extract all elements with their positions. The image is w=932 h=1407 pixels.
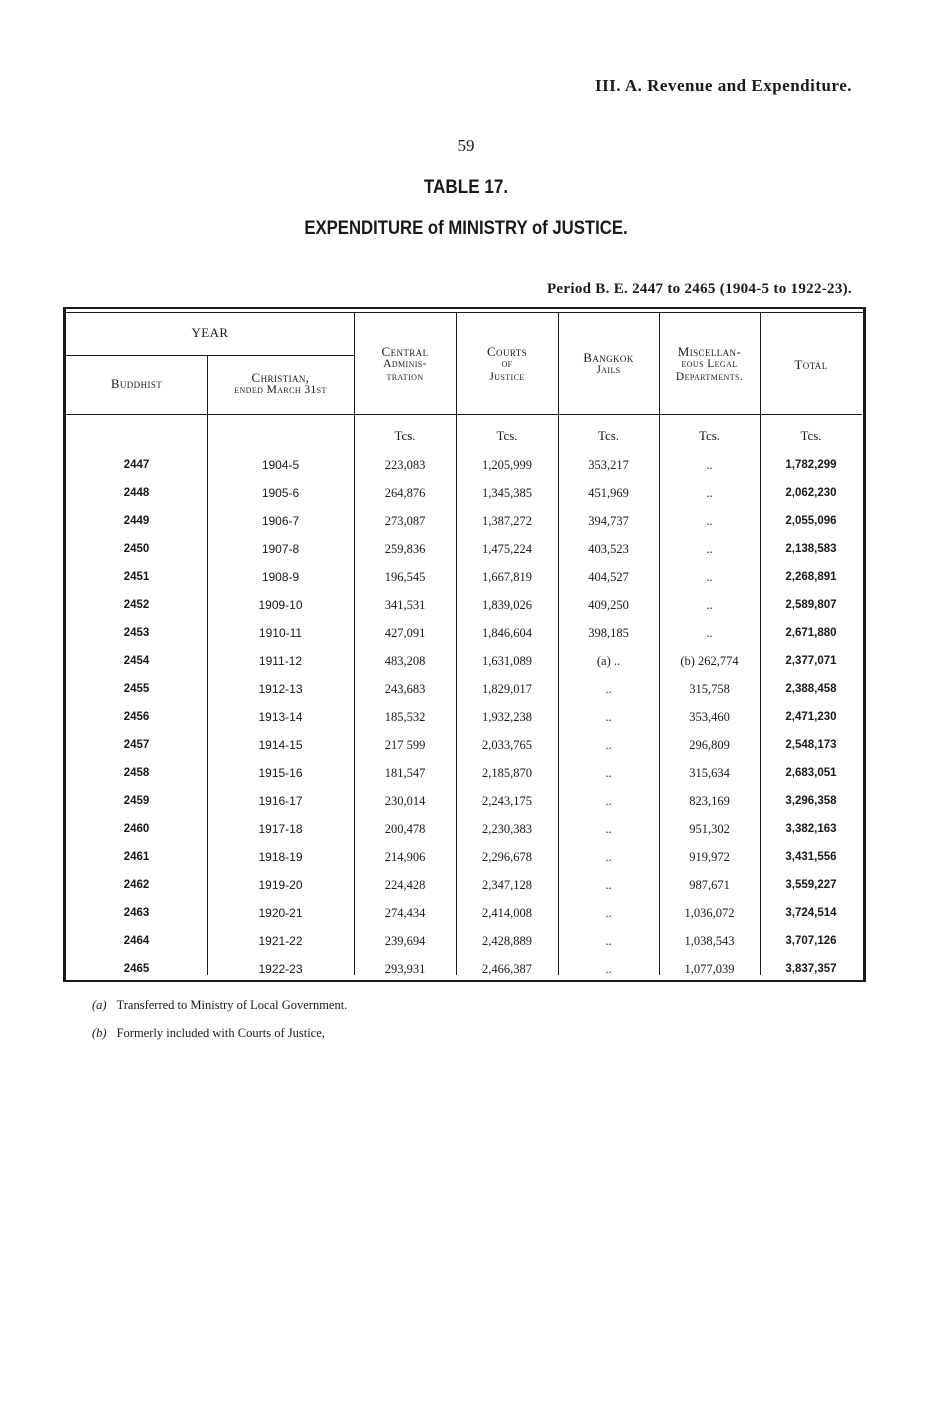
cell-central-administration: 483,208 xyxy=(384,654,426,668)
cell-bangkok-jails: .. xyxy=(605,738,612,752)
cell-total: 1,782,299 xyxy=(785,459,837,471)
cell-total: 2,589,807 xyxy=(785,599,837,611)
cell-christian-year: 1910-11 xyxy=(258,626,303,640)
cell-bangkok-jails: .. xyxy=(605,794,612,808)
cell-bangkok-jails: (a) .. xyxy=(596,654,621,668)
cell-buddhist-year: 2462 xyxy=(123,879,150,891)
cell-buddhist-year: 2456 xyxy=(123,711,150,723)
footnote-a-mark: (a) xyxy=(92,998,107,1012)
header-bottom-rule xyxy=(66,414,862,415)
cell-courts-of-justice: 1,667,819 xyxy=(482,570,532,584)
cell-total: 2,548,173 xyxy=(785,739,837,751)
cell-buddhist-year: 2460 xyxy=(123,823,150,835)
cell-miscellaneous: 1,077,039 xyxy=(684,962,735,976)
table-row xyxy=(66,899,862,927)
header-central-administration: Central Adminis- tration xyxy=(381,344,429,383)
cell-courts-of-justice: 2,466,387 xyxy=(482,962,532,976)
cell-buddhist-year: 2459 xyxy=(123,795,150,807)
cell-central-administration: 185,532 xyxy=(384,710,426,724)
cell-total: 3,296,358 xyxy=(785,795,837,807)
cell-christian-year: 1913-14 xyxy=(258,710,303,724)
cell-courts-of-justice: 2,414,008 xyxy=(482,906,532,920)
cell-bangkok-jails: 353,217 xyxy=(588,458,629,472)
cell-central-administration: 293,931 xyxy=(384,962,426,976)
table-row xyxy=(66,535,862,563)
footnote-b-mark: (b) xyxy=(92,1026,107,1040)
cell-bangkok-jails: 404,527 xyxy=(588,570,629,584)
cell-buddhist-year: 2465 xyxy=(123,963,150,975)
cell-central-administration: 200,478 xyxy=(384,822,426,836)
cell-miscellaneous: .. xyxy=(706,626,713,640)
cell-bangkok-jails: .. xyxy=(605,906,612,920)
cell-courts-of-justice: 2,347,128 xyxy=(482,878,532,892)
cell-miscellaneous: (b) 262,774 xyxy=(680,654,739,668)
cell-christian-year: 1909-10 xyxy=(258,598,303,612)
cell-courts-of-justice: 2,033,765 xyxy=(482,738,532,752)
cell-miscellaneous: 296,809 xyxy=(689,738,730,752)
cell-bangkok-jails: 398,185 xyxy=(588,626,629,640)
cell-miscellaneous: 919,972 xyxy=(689,850,730,864)
cell-buddhist-year: 2457 xyxy=(123,739,150,751)
cell-bangkok-jails: .. xyxy=(605,822,612,836)
table-row xyxy=(66,507,862,535)
cell-miscellaneous: .. xyxy=(706,598,713,612)
cell-central-administration: 264,876 xyxy=(384,486,426,500)
cell-buddhist-year: 2450 xyxy=(123,543,150,555)
cell-central-administration: 243,683 xyxy=(384,682,426,696)
cell-central-administration: 230,014 xyxy=(384,794,426,808)
cell-total: 2,055,096 xyxy=(785,515,837,527)
footnote-b xyxy=(92,1026,325,1041)
table-row xyxy=(66,703,862,731)
cell-courts-of-justice: 2,296,678 xyxy=(482,850,532,864)
cell-buddhist-year: 2461 xyxy=(123,851,150,863)
cell-central-administration: 239,694 xyxy=(384,934,426,948)
cell-christian-year: 1912-13 xyxy=(258,682,303,696)
cell-bangkok-jails: .. xyxy=(605,962,612,976)
cell-central-administration: 259,836 xyxy=(384,542,426,556)
cell-christian-year: 1922-23 xyxy=(258,962,303,976)
cell-total: 2,683,051 xyxy=(785,767,837,779)
cell-christian-year: 1917-18 xyxy=(258,822,303,836)
table-row xyxy=(66,815,862,843)
cell-courts-of-justice: 2,185,870 xyxy=(482,766,532,780)
cell-total: 3,382,163 xyxy=(785,823,837,835)
table-row xyxy=(66,731,862,759)
table-row xyxy=(66,563,862,591)
cell-total: 2,268,891 xyxy=(785,571,837,583)
unit-label-central: Tcs. xyxy=(394,428,416,443)
cell-miscellaneous: .. xyxy=(706,458,713,472)
cell-courts-of-justice: 1,829,017 xyxy=(482,682,532,696)
cell-miscellaneous: .. xyxy=(706,570,713,584)
cell-total: 3,837,357 xyxy=(785,963,837,975)
cell-buddhist-year: 2449 xyxy=(123,515,150,527)
cell-christian-year: 1908-9 xyxy=(261,570,300,584)
cell-christian-year: 1921-22 xyxy=(258,934,303,948)
cell-buddhist-year: 2458 xyxy=(123,767,150,779)
table-number: TABLE 17. xyxy=(423,177,509,198)
table-row xyxy=(66,591,862,619)
cell-buddhist-year: 2451 xyxy=(123,571,150,583)
cell-buddhist-year: 2463 xyxy=(123,907,150,919)
cell-christian-year: 1916-17 xyxy=(258,794,303,808)
footnote-b-text: Formerly included with Courts of Justice, xyxy=(116,1026,325,1040)
cell-miscellaneous: .. xyxy=(706,542,713,556)
table-title: EXPENDITURE of MINISTRY of JUSTICE. xyxy=(304,218,628,239)
footnote-a xyxy=(92,998,347,1013)
cell-christian-year: 1915-16 xyxy=(258,766,303,780)
header-bangkok-jails: Bangkok Jails xyxy=(583,350,634,376)
section-heading: III. A. Revenue and Expenditure. xyxy=(594,76,852,95)
cell-courts-of-justice: 2,230,383 xyxy=(482,822,532,836)
cell-bangkok-jails: .. xyxy=(605,766,612,780)
cell-christian-year: 1918-19 xyxy=(258,850,303,864)
cell-total: 2,138,583 xyxy=(785,543,837,555)
cell-central-administration: 181,547 xyxy=(384,766,426,780)
cell-miscellaneous: .. xyxy=(706,486,713,500)
cell-buddhist-year: 2448 xyxy=(123,487,150,499)
cell-central-administration: 217 599 xyxy=(384,738,426,752)
cell-total: 2,671,880 xyxy=(785,627,837,639)
table-row xyxy=(66,955,862,983)
cell-central-administration: 196,545 xyxy=(384,570,426,584)
header-miscellaneous-legal-departments: Miscellan- eous Legal Departments. xyxy=(675,344,744,383)
cell-miscellaneous: .. xyxy=(706,514,713,528)
cell-bangkok-jails: .. xyxy=(605,682,612,696)
cell-miscellaneous: 315,634 xyxy=(689,766,730,780)
cell-miscellaneous: 987,671 xyxy=(689,878,730,892)
cell-courts-of-justice: 1,387,272 xyxy=(482,514,532,528)
cell-central-administration: 274,434 xyxy=(384,906,426,920)
cell-central-administration: 224,428 xyxy=(384,878,426,892)
cell-central-administration: 341,531 xyxy=(384,598,426,612)
table-row xyxy=(66,479,862,507)
cell-bangkok-jails: 403,523 xyxy=(588,542,629,556)
cell-central-administration: 427,091 xyxy=(384,626,426,640)
cell-courts-of-justice: 1,846,604 xyxy=(482,626,532,640)
table-row xyxy=(66,759,862,787)
cell-christian-year: 1905-6 xyxy=(261,486,300,500)
cell-miscellaneous: 951,302 xyxy=(689,822,730,836)
cell-christian-year: 1920-21 xyxy=(258,906,303,920)
cell-miscellaneous: 823,169 xyxy=(689,794,730,808)
cell-total: 2,377,071 xyxy=(785,655,837,667)
table-row xyxy=(66,647,862,675)
cell-bangkok-jails: 451,969 xyxy=(588,486,629,500)
cell-miscellaneous: 353,460 xyxy=(689,710,730,724)
year-header-rule xyxy=(66,355,354,356)
cell-courts-of-justice: 2,243,175 xyxy=(482,794,532,808)
cell-buddhist-year: 2454 xyxy=(123,655,150,667)
cell-buddhist-year: 2464 xyxy=(123,935,150,947)
cell-courts-of-justice: 1,475,224 xyxy=(482,542,532,556)
table-row xyxy=(66,843,862,871)
cell-buddhist-year: 2452 xyxy=(123,599,150,611)
unit-label-total: Tcs. xyxy=(800,428,822,443)
unit-label-jails: Tcs. xyxy=(597,428,620,443)
unit-label-courts: Tcs. xyxy=(496,428,518,443)
cell-miscellaneous: 1,038,543 xyxy=(684,934,735,948)
cell-bangkok-jails: .. xyxy=(605,878,612,892)
page-number: 59 xyxy=(457,136,475,155)
cell-central-administration: 214,906 xyxy=(384,850,426,864)
table-row xyxy=(66,675,862,703)
header-courts-of-justice: Courts of Justice xyxy=(486,344,528,383)
cell-miscellaneous: 315,758 xyxy=(689,682,730,696)
cell-buddhist-year: 2447 xyxy=(123,459,150,471)
cell-bangkok-jails: .. xyxy=(605,850,612,864)
header-christian: Christian, ended March 31st xyxy=(234,370,327,396)
cell-total: 2,062,230 xyxy=(785,487,837,499)
table-row xyxy=(66,787,862,815)
cell-bangkok-jails: .. xyxy=(605,710,612,724)
cell-total: 3,431,556 xyxy=(785,851,837,863)
cell-courts-of-justice: 2,428,889 xyxy=(482,934,532,948)
cell-bangkok-jails: 409,250 xyxy=(588,598,629,612)
header-total: Total xyxy=(794,357,828,372)
cell-bangkok-jails: 394,737 xyxy=(588,514,629,528)
cell-courts-of-justice: 1,205,999 xyxy=(482,458,532,472)
cell-total: 2,471,230 xyxy=(785,711,837,723)
cell-central-administration: 223,083 xyxy=(384,458,426,472)
cell-central-administration: 273,087 xyxy=(384,514,426,528)
header-buddhist: Buddhist xyxy=(110,376,163,391)
cell-total: 3,559,227 xyxy=(785,879,837,891)
table-row xyxy=(66,927,862,955)
cell-christian-year: 1907-8 xyxy=(261,542,300,556)
cell-total: 3,724,514 xyxy=(785,907,837,919)
cell-total: 3,707,126 xyxy=(785,935,837,947)
unit-label-misc: Tcs. xyxy=(698,428,721,443)
table-row xyxy=(66,871,862,899)
table-top-rule xyxy=(66,312,864,313)
table-row xyxy=(66,451,862,479)
cell-buddhist-year: 2455 xyxy=(123,683,150,695)
header-year: YEAR xyxy=(191,325,229,340)
cell-christian-year: 1911-12 xyxy=(258,654,303,668)
cell-christian-year: 1906-7 xyxy=(261,514,300,528)
footnote-a-text: Transferred to Ministry of Local Government. xyxy=(116,998,348,1012)
cell-miscellaneous: 1,036,072 xyxy=(684,906,735,920)
cell-christian-year: 1914-15 xyxy=(258,738,303,752)
table-row xyxy=(66,619,862,647)
cell-buddhist-year: 2453 xyxy=(123,627,150,639)
period-subtitle: Period B. E. 2447 to 2465 (1904-5 to 1922-23). xyxy=(546,281,852,297)
cell-christian-year: 1919-20 xyxy=(258,878,303,892)
cell-courts-of-justice: 1,839,026 xyxy=(482,598,532,612)
cell-bangkok-jails: .. xyxy=(605,934,612,948)
cell-courts-of-justice: 1,932,238 xyxy=(482,710,532,724)
cell-christian-year: 1904-5 xyxy=(261,458,300,472)
cell-total: 2,388,458 xyxy=(785,683,837,695)
cell-courts-of-justice: 1,631,089 xyxy=(482,654,532,668)
cell-courts-of-justice: 1,345,385 xyxy=(482,486,532,500)
